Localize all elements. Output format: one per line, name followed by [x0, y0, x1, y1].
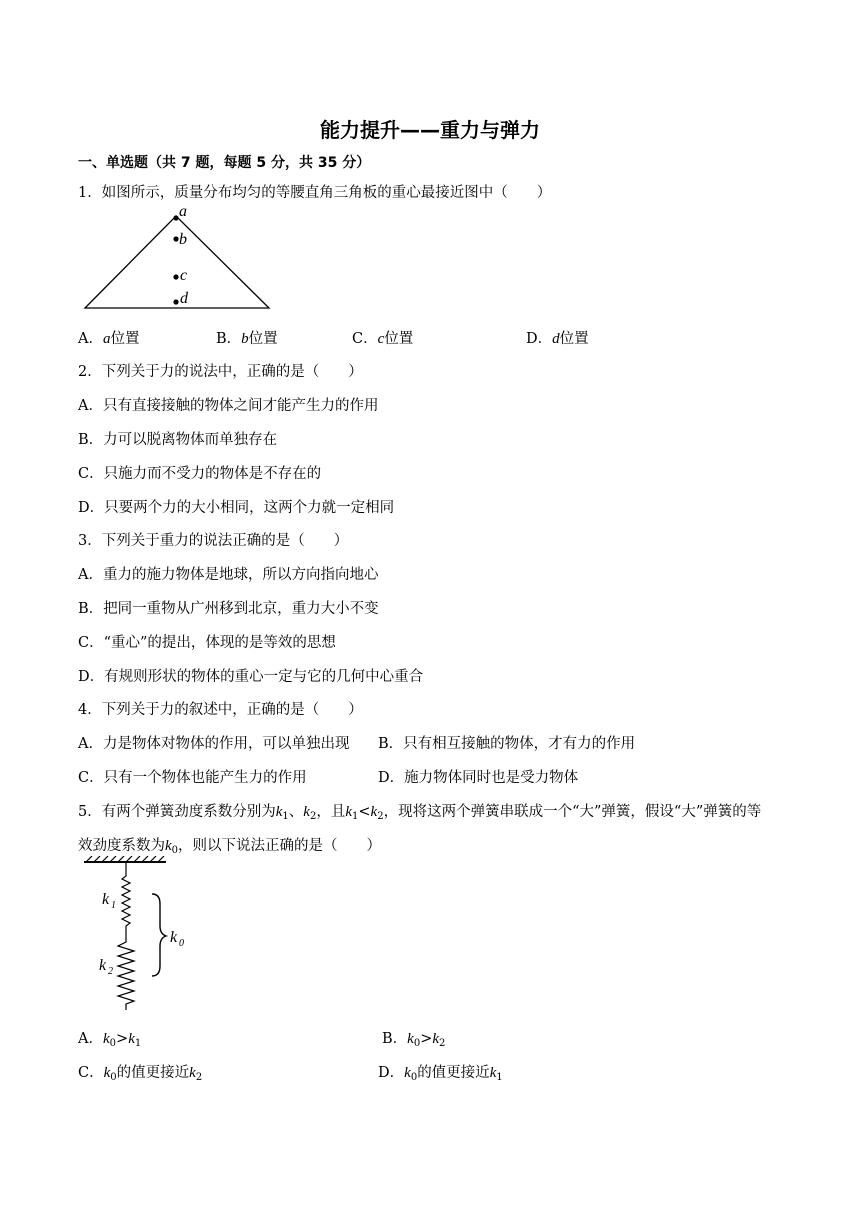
- q5-option-c: C．$k_0$的值更接近$k_2$: [78, 1065, 203, 1083]
- q3-option-d: D．有规则形状的物体的重心一定与它的几何中心重合: [78, 669, 424, 685]
- q5-option-b: B．$k_0>k_2$: [382, 1031, 446, 1049]
- q1-option-a: A．a位置: [78, 331, 140, 347]
- triangle-outline: [85, 216, 269, 308]
- q5-stem-line2: 效劲度系数为$k_0$，则以下说法正确的是（ ）: [78, 838, 382, 856]
- svg-text:0: 0: [179, 938, 184, 949]
- svg-text:2: 2: [108, 966, 113, 977]
- svg-text:1: 1: [111, 900, 116, 911]
- q4-option-d: D．施力物体同时也是受力物体: [378, 770, 579, 786]
- point-d: [173, 299, 178, 304]
- label-d: d: [180, 290, 188, 307]
- q1-option-b: B．b位置: [216, 331, 278, 347]
- label-k1: k: [102, 891, 110, 908]
- brace: [152, 894, 166, 976]
- q4-option-c: C．只有一个物体也能产生力的作用: [78, 770, 307, 786]
- q1-option-c: C．c位置: [352, 331, 414, 347]
- q3-option-c: C．“重心”的提出，体现的是等效的思想: [78, 635, 336, 651]
- q2-option-c: C．只施力而不受力的物体是不存在的: [78, 466, 322, 482]
- spring-k1: [122, 862, 130, 936]
- q1-stem: 1．如图所示，质量分布均匀的等腰直角三角板的重心最接近图中（ ）: [78, 185, 552, 201]
- q5-option-a: A．$k_0>k_1$: [78, 1031, 142, 1049]
- q2-option-b: B．力可以脱离物体而单独存在: [78, 432, 278, 448]
- section-heading: 一、单选题（共 7 题，每题 5 分，共 35 分）: [78, 155, 371, 171]
- page-title: 能力提升——重力与弹力: [320, 118, 540, 142]
- label-k0: k: [170, 929, 178, 946]
- point-c: [173, 274, 178, 279]
- point-a: [173, 215, 178, 220]
- q2-option-d: D．只要两个力的大小相同，这两个力就一定相同: [78, 500, 395, 516]
- q5-stem-line1: 5．有两个弹簧劲度系数分别为$k_1$、$k_2$，且$k_1<k_2$，现将这两个弹簧串联成一个“大”弹簧，假设“大”弹簧的等: [78, 804, 762, 822]
- q3-option-a: A．重力的施力物体是地球，所以方向指向地心: [78, 567, 379, 583]
- point-b: [173, 236, 178, 241]
- spring-k2: [118, 936, 134, 1010]
- label-b: b: [179, 231, 187, 248]
- q4-option-b: B．只有相互接触的物体，才有力的作用: [378, 736, 636, 752]
- q1-option-d: D．d位置: [526, 331, 589, 347]
- label-a: a: [179, 204, 187, 220]
- q4-option-a: A．力是物体对物体的作用，可以单独出现: [78, 736, 350, 752]
- q3-option-b: B．把同一重物从广州移到北京，重力大小不变: [78, 601, 379, 617]
- q1-triangle-figure: [82, 204, 274, 312]
- q2-option-a: A．只有直接接触的物体之间才能产生力的作用: [78, 398, 379, 414]
- q5-spring-figure: [80, 856, 200, 1016]
- label-k2: k: [99, 957, 107, 974]
- q4-stem: 4．下列关于力的叙述中，正确的是（ ）: [78, 702, 363, 718]
- q3-stem: 3．下列关于重力的说法正确的是（ ）: [78, 533, 349, 549]
- label-c: c: [180, 267, 188, 284]
- q2-stem: 2．下列关于力的说法中，正确的是（ ）: [78, 364, 363, 380]
- q5-option-d: D．$k_0$的值更接近$k_1$: [378, 1065, 503, 1083]
